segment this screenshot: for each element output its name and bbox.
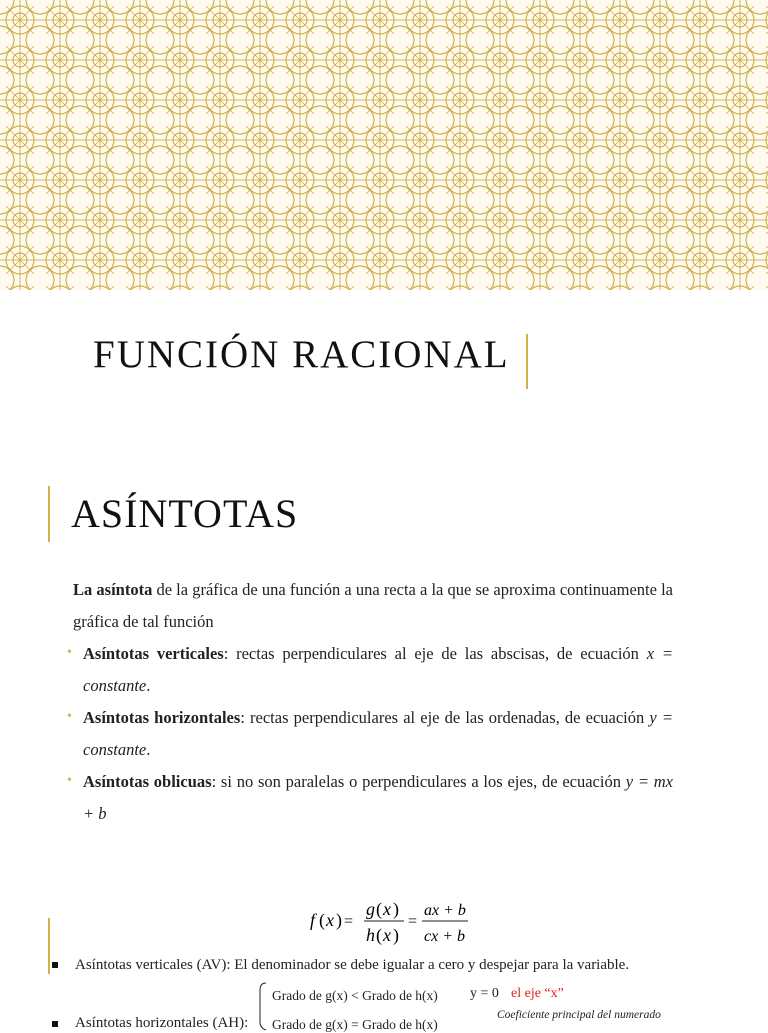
bullet-end: .	[146, 740, 151, 759]
formula-accent-bar	[48, 918, 50, 974]
bullet-horizontal	[67, 702, 673, 766]
rational-function-formula	[300, 890, 500, 950]
formula-paren: (	[376, 925, 382, 945]
bullet-dot: •	[67, 645, 72, 660]
formula-equals: =	[408, 913, 418, 930]
formula-var: x	[326, 910, 334, 930]
bullet-equation: y = constante	[83, 708, 673, 759]
bullet-end: .	[146, 676, 151, 695]
definition-paragraph	[73, 574, 673, 638]
definition-text: de la gráfica de una función a una recta a la que se aproxima continuamente la gráfica de tal función	[73, 580, 673, 631]
formula-paren: )	[393, 899, 399, 919]
formula-var: x	[383, 899, 391, 919]
bullet-text: : rectas perpendiculares al eje de las abscisas, de ecuación	[223, 644, 647, 663]
bullet-equation: x = constante	[83, 644, 674, 695]
bullet-oblique	[67, 766, 673, 830]
bullet-term: Asíntotas horizontales	[83, 708, 241, 727]
bullet-square	[52, 962, 58, 968]
bullet-equation: y = mx + b	[83, 772, 673, 823]
formula-var: x	[383, 925, 391, 945]
formula-paren: (	[376, 899, 382, 919]
section-accent-bar	[48, 486, 50, 542]
case-brace	[256, 982, 268, 1032]
bullet-text: : rectas perpendiculares al eje de las ordenadas, de ecuación	[240, 708, 650, 727]
bullet-dot: •	[67, 709, 72, 724]
bullet-text: : si no son paralelas o perpendiculares a los ejes, de ecuación	[211, 772, 626, 791]
case2-note: Coeficiente principal del numerado	[497, 1009, 661, 1021]
section-title: ASÍNTOTAS	[71, 491, 299, 536]
bullet-square	[52, 1021, 58, 1027]
bullet-term: Asíntotas oblicuas	[83, 772, 212, 791]
av-rule: Asíntotas verticales (AV): El denominador se debe igualar a cero y despejar para la variable.	[75, 957, 630, 973]
case1-condition: Grado de g(x) < Grado de h(x)	[272, 988, 438, 1003]
formula-num1-fn: g	[366, 899, 375, 919]
formula-equals: =	[344, 913, 354, 930]
case1-result: y = 0	[470, 986, 499, 1001]
bullet-dot: •	[67, 773, 72, 788]
formula-den1-fn: h	[366, 925, 375, 945]
ah-rule: Asíntotas horizontales (AH):	[75, 1015, 249, 1031]
formula-paren: )	[393, 925, 399, 945]
formula-paren: (	[319, 910, 325, 930]
slide-title: FUNCIÓN RACIONAL	[93, 333, 510, 376]
case1-note: el eje “x”	[511, 986, 564, 1001]
definition-term: La asíntota	[73, 580, 153, 599]
decorative-pattern-banner	[0, 0, 768, 290]
bullet-term: Asíntotas verticales	[83, 644, 224, 663]
case2-condition: Grado de g(x) = Grado de h(x)	[272, 1017, 438, 1032]
formula-den2: cx + b	[424, 928, 465, 945]
formula-lhs: f	[310, 910, 316, 930]
bullet-vertical	[67, 638, 674, 702]
title-divider	[526, 334, 528, 389]
formula-num2: ax + b	[424, 902, 466, 919]
formula-paren: )	[336, 910, 342, 930]
